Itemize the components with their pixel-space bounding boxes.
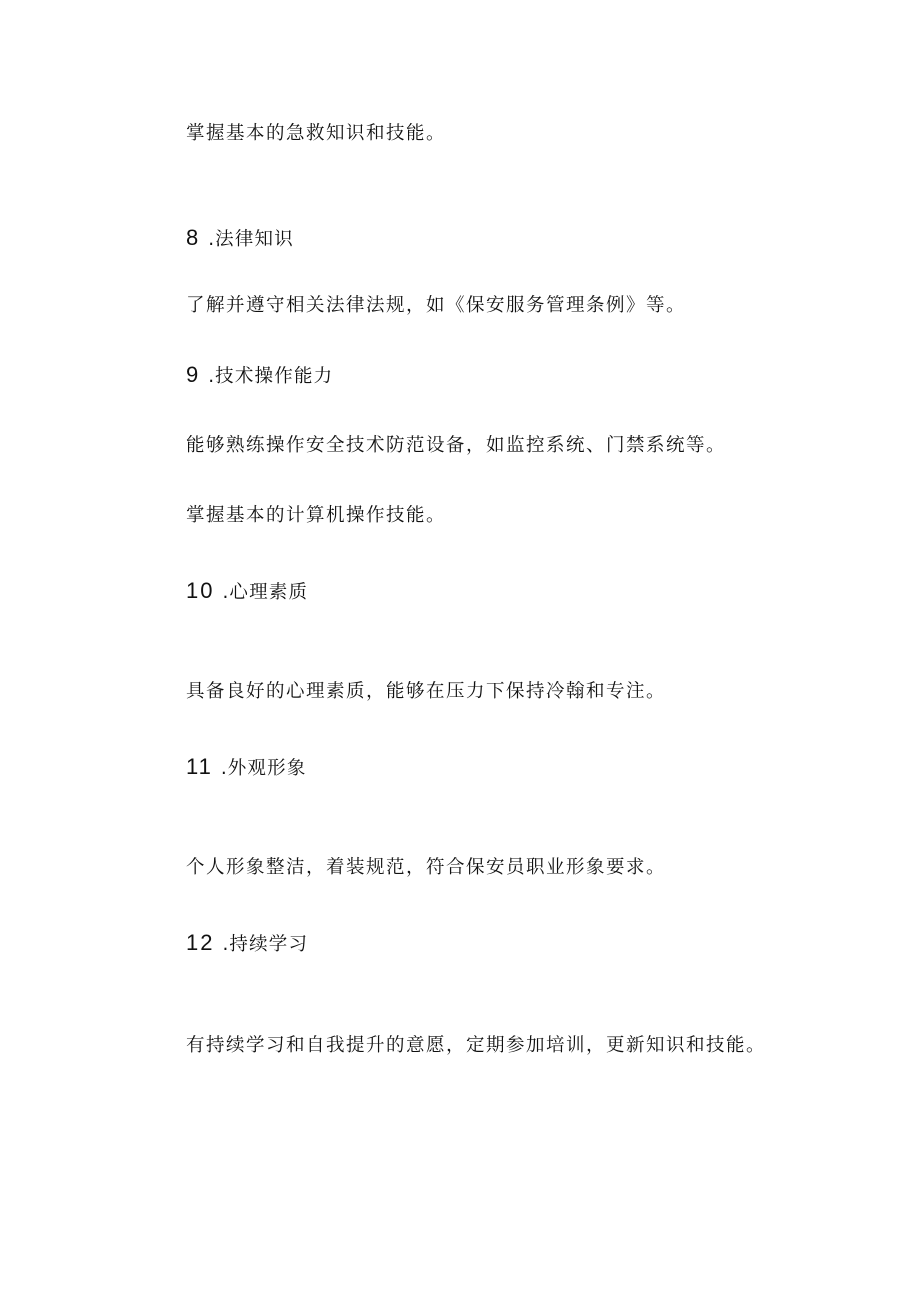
section-title: 持续学习 bbox=[229, 934, 309, 955]
section-heading-8 bbox=[186, 225, 294, 253]
section-title: 法律知识 bbox=[215, 229, 294, 250]
paragraph-computer: 掌握基本的计算机操作技能。 bbox=[186, 505, 447, 526]
section-heading-10 bbox=[186, 578, 308, 606]
section-title: 外观形象 bbox=[227, 758, 307, 779]
paragraph-psychology: 具备良好的心理素质，能够在压力下保持冷翰和专注。 bbox=[186, 681, 667, 702]
paragraph-law: 了解并遵守相关法律法规，如《保安服务管理条例》等。 bbox=[186, 295, 687, 316]
section-dot: . bbox=[208, 366, 215, 387]
section-dot: . bbox=[222, 934, 229, 955]
section-dot: . bbox=[208, 229, 215, 250]
section-heading-9 bbox=[186, 362, 333, 390]
section-dot: . bbox=[220, 758, 227, 779]
section-number: 9 bbox=[186, 362, 201, 387]
paragraph-tech-equipment: 能够熟练操作安全技术防范设备，如监控系统、门禁系统等。 bbox=[186, 435, 727, 456]
section-title: 技术操作能力 bbox=[215, 366, 334, 387]
section-heading-12 bbox=[186, 930, 308, 958]
paragraph-appearance: 个人形象整洁，着装规范，符合保安员职业形象要求。 bbox=[186, 857, 667, 878]
paragraph-learning: 有持续学习和自我提升的意愿，定期参加培训，更新知识和技能。 bbox=[186, 1035, 767, 1056]
section-heading-11 bbox=[186, 754, 307, 782]
section-number: 11 bbox=[186, 754, 213, 779]
section-dot: . bbox=[222, 582, 229, 603]
section-number: 8 bbox=[186, 225, 201, 250]
section-number: 12 bbox=[186, 930, 215, 955]
section-number: 10 bbox=[186, 578, 215, 603]
section-title: 心理素质 bbox=[229, 582, 309, 603]
paragraph-first-aid: 掌握基本的急救知识和技能。 bbox=[186, 123, 447, 144]
